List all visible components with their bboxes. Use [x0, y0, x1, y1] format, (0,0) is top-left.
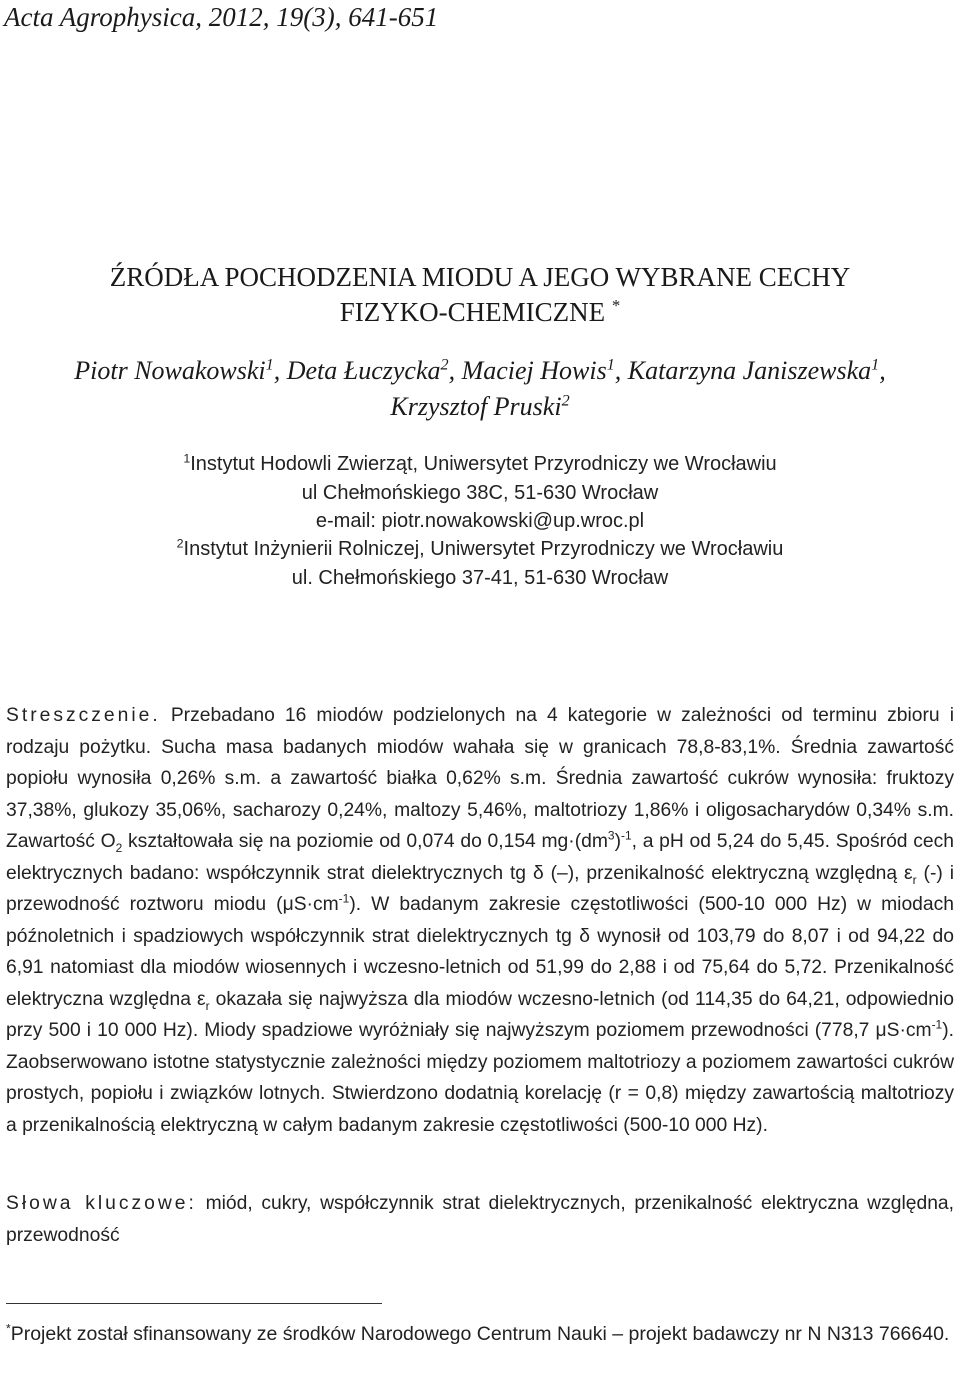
abstract-text-6: ). W badanym zakresie częstotliwości (500-10 000 Hz) w miodach późnoletnich i spadziowych współczynnik strat dielektrycznych tg δ wynosił od 103,79 do 8,07 i od 94,22 do 6,91 natomiast dla miodów wiosennych i wczesno-letnich od 51,99 do 2,88 i od 75,64 do 5,72. Przenikalność elektryczna względna ε: [6, 894, 954, 1010]
title-footnote-mark: *: [611, 296, 621, 315]
affiliation-2-address: ul. Chełmońskiego 37-41, 51-630 Wrocław: [291, 567, 669, 589]
footnote: [6, 1320, 954, 1348]
author-name: Maciej Howis: [461, 356, 607, 385]
abstract-text-4: , a pH od 5,24 do 5,45. Spośród cech elektrycznych badano: współczynnik strat dielektrycznych tg δ (–), przenikalność elektryczną względną ε: [6, 831, 954, 884]
author-name: Krzysztof Pruski: [390, 392, 562, 421]
author-name: Piotr Nowakowski: [74, 356, 266, 385]
abstract-superscript: -1: [620, 828, 632, 843]
author-name: Katarzyna Janiszewska: [627, 356, 872, 385]
affiliation-text: Instytut Inżynierii Rolniczej, Uniwersytet Przyrodniczy we Wrocławiu: [183, 538, 784, 560]
footnote-mark: *: [6, 1321, 11, 1336]
paper-title-text: FIZYKO-CHEMICZNE: [339, 297, 606, 327]
paper-title-line-2: [0, 297, 960, 328]
affiliation-1-address: ul Chełmońskiego 38C, 51-630 Wrocław: [301, 482, 659, 504]
abstract-subscript: 2: [115, 840, 123, 855]
authors-line-1: Piotr Nowakowski$^1$, Deta Łuczycka$^2$, Maciej Howis$^1$, Katarzyna Janiszewska$^1$,: [74, 356, 886, 385]
paper-title-line-1: ŹRÓDŁA POCHODZENIA MIODU A JEGO WYBRANE CECHY: [109, 262, 851, 292]
abstract-subscript: r: [205, 998, 210, 1013]
abstract-text-5: (-) i przewodność roztworu miodu (μS·cm: [6, 862, 954, 915]
keywords-text: miód, cukry, współczynnik strat dielektrycznych, przenikalność elektryczna względna, przewodność: [6, 1193, 955, 1246]
affiliation-1-email: e-mail: piotr.nowakowski@up.wroc.pl: [315, 510, 645, 532]
affiliation-number: 2: [176, 536, 184, 551]
abstract-superscript: -1: [931, 1017, 943, 1032]
keywords: [6, 1188, 954, 1251]
abstract-superscript: -1: [338, 891, 350, 906]
affiliation-number: 1: [183, 451, 191, 466]
abstract-text-8: ). Zaobserwowano istotne statystycznie zależności między poziomem maltotriozy a poziomem zawartości cukrów prostych, popiołu i związków lotnych. Stwierdzono dodatnią korelację (r = 0,8) między zawartością maltotriozy a przenikalnością elektryczną w całym badanym zakresie częstotliwości (500-10 000 Hz).: [6, 1020, 954, 1136]
abstract-text-7: okazała się najwyższa dla miodów wczesno-letnich (od 114,35 do 64,21, odpowiednio przy 500 i 10 000 Hz). Miody spadziowe wyróżniały się najwyższym poziomem przewodności (778,7 μS·cm: [6, 988, 954, 1041]
keywords-label: Słowa kluczowe:: [6, 1193, 197, 1214]
author-affiliation-mark: 1: [606, 356, 615, 374]
abstract-text-2: kształtowała się na poziomie od 0,074 do 0,154 mg·(dm: [122, 831, 608, 852]
affiliation-text: Instytut Hodowli Zwierząt, Uniwersytet Przyrodniczy we Wrocławiu: [190, 453, 777, 475]
author-name: Deta Łuczycka: [286, 356, 441, 385]
author-affiliation-mark: 1: [265, 356, 274, 374]
affiliation-2-line-1: [0, 538, 960, 561]
journal-citation: Acta Agrophysica, 2012, 19(3), 641-651: [4, 2, 439, 32]
affiliation-1-line-1: [0, 453, 960, 476]
author-affiliation-mark: 2: [561, 392, 570, 410]
abstract: [6, 700, 954, 1141]
abstract-text-3: ): [614, 831, 621, 852]
author-affiliation-mark: 1: [871, 356, 880, 374]
authors-line-2: [0, 392, 960, 422]
abstract-subscript: r: [912, 872, 917, 887]
footnote-divider: [6, 1303, 382, 1304]
abstract-label: Streszczenie.: [6, 705, 161, 726]
abstract-superscript: 3: [607, 828, 615, 843]
author-affiliation-mark: 2: [440, 356, 449, 374]
footnote-text: Projekt został sfinansowany ze środków Narodowego Centrum Nauki – projekt badawczy nr N N313 766640.: [10, 1323, 950, 1345]
abstract-text-1: Przebadano 16 miodów podzielonych na 4 kategorie w zależności od terminu zbioru i rodzaju pożytku. Sucha masa badanych miodów wahała się w granicach 78,8-83,1%. Średnia zawartość popiołu wynosiła 0,26% s.m. a zawartość białka 0,62% s.m. Średnia zawartość cukrów wynosiła: fruktozy 37,38%, glukozy 35,06%, sacharozy 0,24%, maltozy 5,46%, maltotriozy 1,86% i oligosacharydów 0,34% s.m. Zawartość O: [6, 705, 954, 852]
